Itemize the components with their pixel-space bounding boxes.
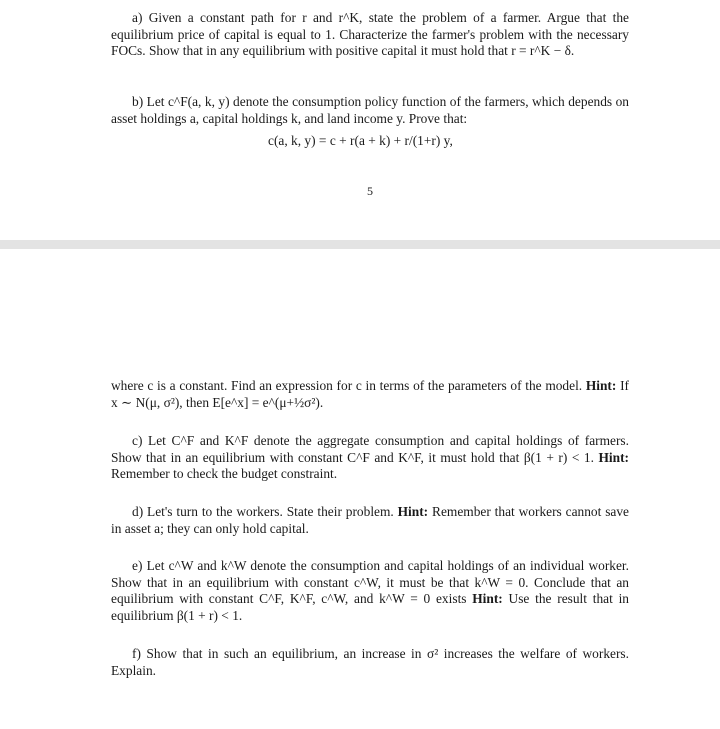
hint-text: Remember that workers cannot save in asset a; they can only hold capital. (111, 504, 630, 536)
page-number: 5 (367, 184, 373, 198)
part-e-text: e) Let c^W and k^W denote the consumption and capital holdings of an individual worker. Show that in an equilibrium with constant c^W, it must be that k^W = 0. Conclude that an equilibrium with constant C^F, K^F, c^W, and k^W = 0 exists (111, 558, 629, 607)
hint-label: Hint: (585, 378, 617, 393)
hint-text: If x ∼ N(μ, σ²), then E[e^x] = e^(μ+½σ²). (111, 378, 629, 410)
question-part-a: a) Given a constant path for r and r^K, state the problem of a farmer. Argue that the equilibrium price of capital is equal to 1. Characterize the farmer's problem with the necessary FOCs. Show that in any equilibrium with positive capital it must hold that r = r^K − δ. (111, 10, 629, 59)
question-part-c (111, 433, 629, 483)
part-b-continued-text: where c is a constant. Find an expression for c in terms of the parameters of the model. (111, 378, 583, 393)
hint-text: Remember to check the budget constraint. (111, 466, 338, 482)
hint-label: Hint: (598, 449, 629, 465)
part-d-text: d) Let's turn to the workers. State their problem. (132, 504, 394, 519)
part-f-text: f) Show that in such an equilibrium, an increase in σ² increases the welfare of workers. Explain. (111, 646, 629, 678)
question-part-b-continued (111, 378, 629, 411)
question-part-b: b) Let c^F(a, k, y) denote the consumption policy function of the farmers, which depends on asset holdings a, capital holdings k, and land income y. Prove that: (111, 94, 629, 126)
hint-label: Hint: (472, 591, 503, 607)
question-part-e (111, 558, 629, 624)
page-separator (0, 240, 720, 249)
consumption-equation: c(a, k, y) = c + r(a + k) + r/(1+r) y, (268, 133, 453, 148)
hint-text: Use the result that in equilibrium β(1 + r) < 1. (111, 591, 629, 623)
part-c-text: c) Let C^F and K^F denote the aggregate consumption and capital holdings of farmers. Show that in an equilibrium with constant C^F and K^F, it must hold that β(1 + r) < 1. (111, 433, 629, 465)
document-page-bottom (0, 249, 720, 729)
document-page-top (0, 0, 720, 240)
question-part-d (111, 504, 629, 537)
hint-label: Hint: (397, 504, 429, 519)
question-part-f (111, 646, 629, 679)
